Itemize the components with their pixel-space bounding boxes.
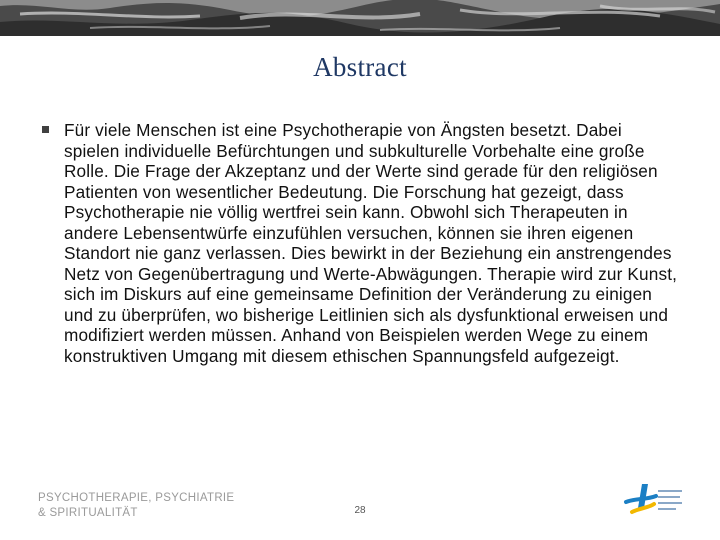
footer-line-1: PSYCHOTHERAPIE, PSYCHIATRIE bbox=[38, 492, 235, 504]
header-banner-image bbox=[0, 0, 720, 36]
footer-line-2: & SPIRITUALITÄT bbox=[38, 507, 138, 519]
bullet-text: Für viele Menschen ist eine Psychotherapie von Ängsten besetzt. Dabei spielen individuelle Befürchtungen und subkulturelle Vorbehalte eine große Rolle. Die Frage der Akzeptanz und der Werte sind gerade für den religiösen Patienten von wesentlicher Bedeutung. Die Forschung hat gezeigt, dass Psychotherapie nie völlig wertfrei sein kann. Obwohl sich Therapeuten in andere Lebensentwürfe einzufühlen versuchen, können sie ihren eigenen Standort nie ganz verlassen. Dies bewirkt in der Beziehung ein anstrengendes Netz von Gegenübertragung und Werte-Abwägungen. Therapie wird zur Kunst, sich im Diskurs auf eine gemeinsame Definition der Veränderung zu einigen und zu überprüfen, wo bisherige Leitlinien sich als dysfunktional erweisen und modifiziert werden müssen. Anhand von Beispielen werden Wege zu einem konstruktiven Umgang mit diesem ethischen Spannungsfeld aufgezeigt. bbox=[64, 120, 678, 366]
bullet-item bbox=[42, 120, 682, 366]
organization-logo bbox=[622, 478, 684, 524]
slide-body bbox=[42, 120, 682, 366]
footer-brand-text bbox=[38, 491, 234, 521]
square-bullet-icon bbox=[42, 126, 49, 133]
page-number: 28 bbox=[354, 505, 366, 516]
slide-title: Abstract bbox=[313, 52, 407, 82]
